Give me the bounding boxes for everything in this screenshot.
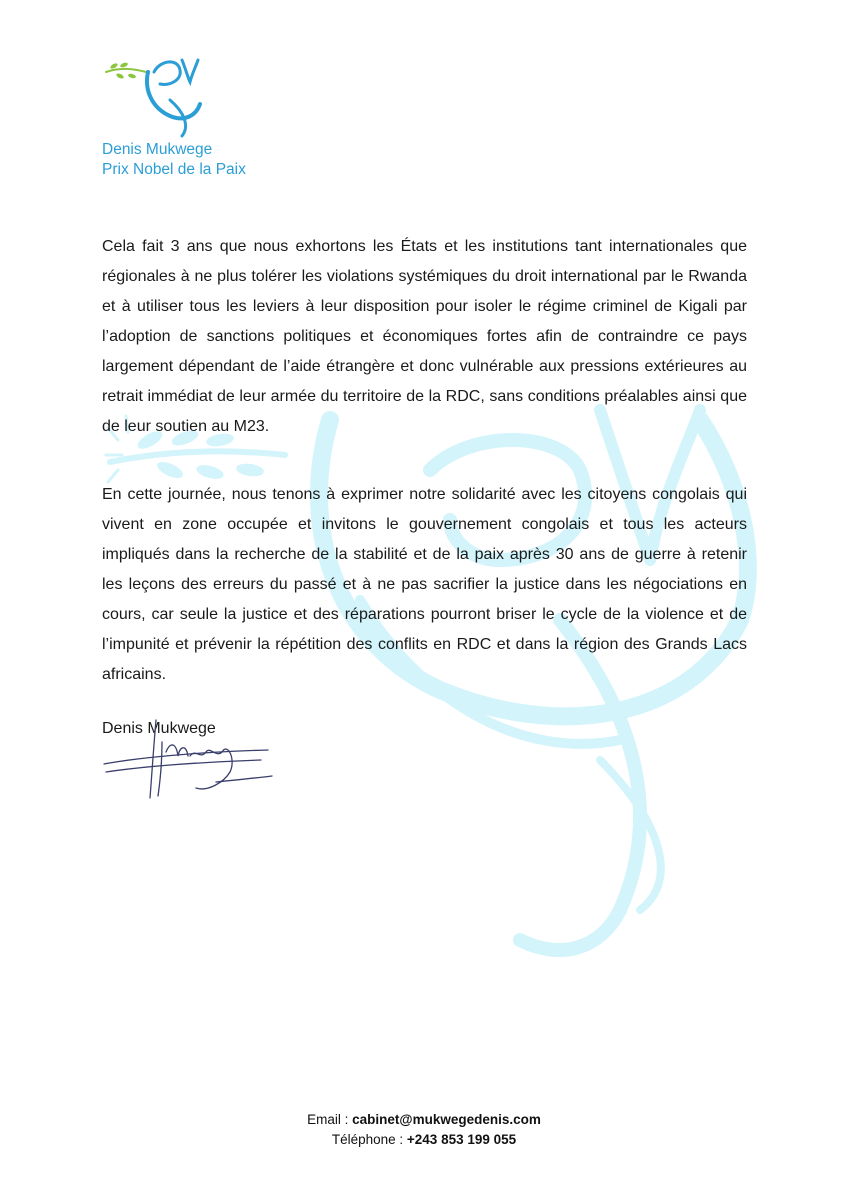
dove-logo-icon <box>100 50 210 140</box>
email-label: Email : <box>307 1112 353 1127</box>
email-link[interactable]: cabinet@mukwegedenis.com <box>352 1112 541 1127</box>
organization-header <box>102 140 246 180</box>
letter-body <box>102 232 747 690</box>
footer-contact <box>0 1110 848 1150</box>
header-name: Denis Mukwege <box>102 141 213 158</box>
phone-number: +243 853 199 055 <box>406 1132 517 1147</box>
signer-name: Denis Mukwege <box>102 720 216 737</box>
handwritten-signature-icon <box>96 712 276 802</box>
footer-phone-line <box>0 1130 848 1150</box>
paragraph-2: En cette journée, nous tenons à exprimer notre solidarité avec les citoyens congolais qui vivent en zone occupée et invitons le gouvernement congolais et tous les acteurs impliqués dans la recherche de la stabilité et de la paix après 30 ans de guerre à retenir les leçons des erreurs du passé et à ne pas sacrifier la justice dans les négociations en cours, car seule la justice et des réparations pourront briser le cycle de la violence et de l’impunité et prévenir la répétition des conflits en RDC et dans la région des Grands Lacs africains. <box>102 486 747 683</box>
paragraph-1: Cela fait 3 ans que nous exhortons les États et les institutions tant internationales que régionales à ne plus tolérer les violations systémiques du droit international par le Rwanda et à utiliser tous les leviers à leur disposition pour isoler le régime criminel de Kigali par l’adoption de sanctions politiques et économiques fortes afin de contraindre ce pays largement dépendant de l’aide étrangère et donc vulnérable aux pressions extérieures au retrait immédiat de leur armée du territoire de la RDC, sans conditions préalables ainsi que de leur soutien au M23. <box>102 238 747 435</box>
phone-label: Téléphone : <box>331 1132 407 1147</box>
footer-email-line <box>0 1110 848 1130</box>
header-title: Prix Nobel de la Paix <box>102 161 246 178</box>
